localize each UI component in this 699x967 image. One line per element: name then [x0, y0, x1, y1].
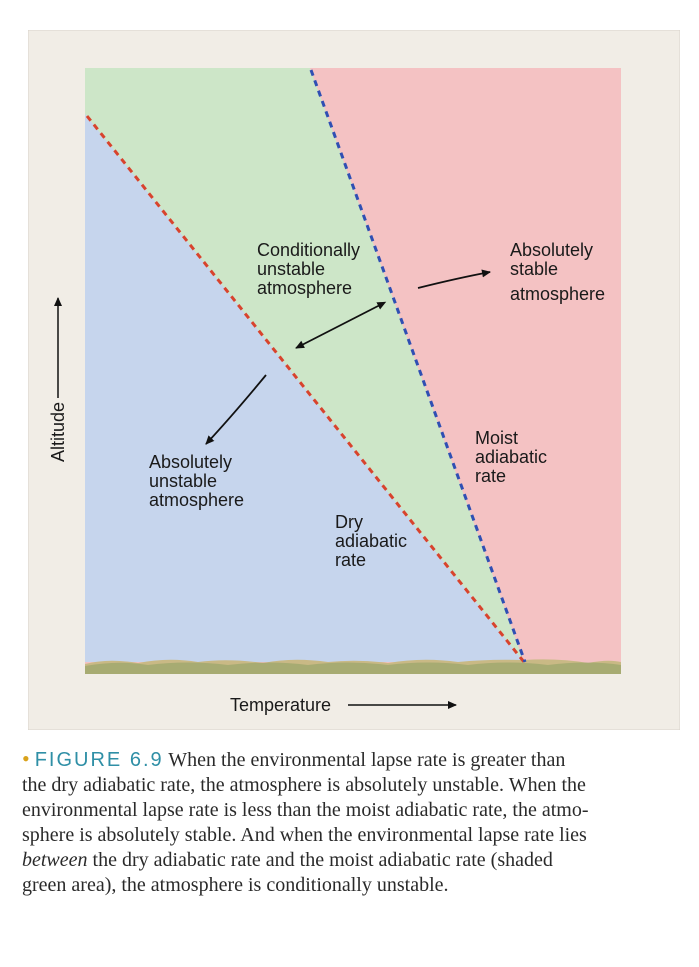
ground-grass [85, 663, 621, 675]
moist-adiabatic-label: Moist adiabatic rate [475, 428, 548, 486]
figure-number: FIGURE 6.9 [34, 749, 164, 771]
absolutely-unstable-label: Absolutely unstable atmosphere [149, 452, 245, 510]
caption-line-6: green area), the atmosphere is conditionally unstable. [22, 874, 449, 896]
caption-bullet: • [22, 746, 30, 771]
absolutely-stable-label: Absolutely stable atmosphere [510, 240, 606, 304]
caption-emphasis: between [22, 849, 88, 871]
caption-line-4: sphere is absolutely stable. And when the environmental lapse rate lies [22, 824, 587, 846]
y-axis-label: Altitude [48, 401, 68, 462]
conditionally-unstable-label: Conditionally unstable atmosphere [257, 240, 361, 298]
caption-text-5: the dry adiabatic rate and the moist adiabatic rate (shaded [87, 849, 553, 871]
caption-line-1 [22, 746, 682, 773]
caption-line-3: environmental lapse rate is less than the moist adiabatic rate, the atmo- [22, 799, 589, 821]
figure-panel [28, 30, 680, 730]
caption-text-1: When the environmental lapse rate is greater than [163, 749, 566, 771]
x-axis-label: Temperature [230, 695, 332, 715]
stability-diagram [28, 30, 680, 730]
caption-line-2: the dry adiabatic rate, the atmosphere is absolutely unstable. When the [22, 774, 586, 796]
figure-caption [22, 746, 682, 898]
caption-line-5 [22, 848, 682, 873]
dry-adiabatic-label: Dry adiabatic rate [335, 512, 408, 570]
